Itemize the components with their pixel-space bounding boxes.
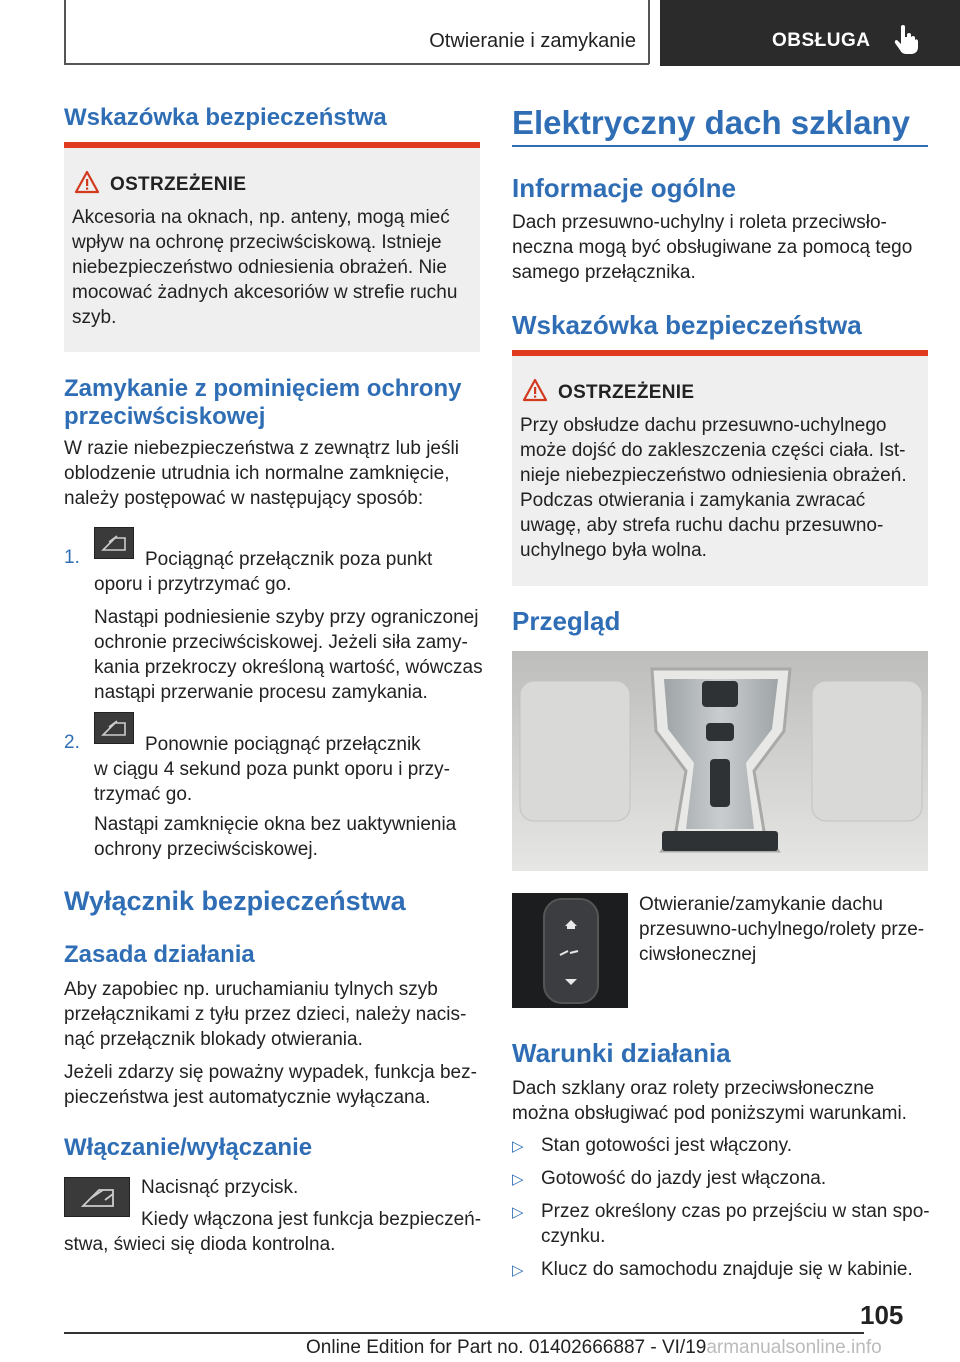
text-line: samego przełącznika. bbox=[512, 262, 696, 283]
right-safety-heading: Wskazówka bezpieczeństwa bbox=[512, 310, 862, 340]
warning-triangle-icon bbox=[522, 378, 548, 402]
warning-line: uwagę, aby strefa ruchu dachu przesuwno- bbox=[520, 515, 884, 536]
onoff-text-1: Kiedy włączona jest funkcja bezpieczeń- bbox=[141, 1209, 482, 1230]
roof-console-photo bbox=[512, 651, 928, 871]
step1-result bbox=[94, 605, 484, 705]
step2-text-cont bbox=[94, 757, 484, 807]
footer-rule bbox=[64, 1332, 864, 1334]
text-line: kania przekroczy określoną wartość, wówczas bbox=[94, 657, 483, 678]
condition-item: Klucz do samochodu znajduje się w kabinie. bbox=[541, 1259, 913, 1280]
edition-text: Online Edition for Part no. 01402666887 - VI/19 bbox=[306, 1337, 707, 1358]
text-line: czynku. bbox=[541, 1226, 606, 1247]
warning-line: może dojść do zakleszczenia części ciała. Ist- bbox=[520, 440, 906, 461]
text-line: ochronie przeciwściskowej. Jeżeli siła zamy- bbox=[94, 632, 468, 653]
child-lock-switch-icon bbox=[64, 1177, 130, 1217]
text-line: przesuwno-uchylnego/rolety prze- bbox=[639, 919, 925, 940]
header-left-rule bbox=[64, 0, 66, 64]
step2-result bbox=[94, 812, 484, 862]
warning-box-windows bbox=[64, 142, 480, 352]
edition-line bbox=[306, 1337, 882, 1359]
principle-paragraph-1 bbox=[64, 977, 480, 1052]
conditions-paragraph bbox=[512, 1076, 928, 1126]
watermark-text: armanualsonline.info bbox=[706, 1337, 882, 1358]
close-override-heading bbox=[64, 375, 461, 431]
warning-line: nieje niebezpieczeństwo odniesienia obrażeń. bbox=[520, 465, 907, 486]
principle-paragraph-2 bbox=[64, 1060, 480, 1110]
text-line: neczna mogą być obsługiwane za pomocą tego bbox=[512, 237, 913, 258]
onoff-heading: Włączanie/wyłączanie bbox=[64, 1134, 313, 1161]
page-number: 105 bbox=[860, 1300, 904, 1330]
header-chapter-tab bbox=[660, 0, 960, 66]
switch-caption bbox=[639, 892, 929, 967]
text-line: nąć przełącznik blokady otwierania. bbox=[64, 1029, 363, 1050]
warning-title: OSTRZEŻENIE bbox=[558, 382, 695, 403]
warning-line: Akcesoria na oknach, np. anteny, mogą mieć bbox=[72, 207, 450, 228]
condition-item: Gotowość do jazdy jest włączona. bbox=[541, 1168, 827, 1189]
warning-title: OSTRZEŻENIE bbox=[110, 174, 247, 195]
header-bottom-rule bbox=[64, 63, 649, 65]
step1-text-cont: oporu i przytrzymać go. bbox=[94, 574, 292, 595]
text-line: oblodzenie utrudnia ich normalne zamknięcie, bbox=[64, 463, 450, 484]
bullet-triangle-icon: ▷ bbox=[512, 1204, 524, 1221]
text-line: Jeżeli zdarzy się poważny wypadek, funkcja bez- bbox=[64, 1062, 477, 1083]
text-line: w ciągu 4 sekund poza punkt oporu i przy- bbox=[94, 759, 450, 780]
text-line: Przez określony czas po przejściu w stan spo- bbox=[541, 1201, 930, 1222]
text-line: Dach szklany oraz rolety przeciwsłoneczne bbox=[512, 1078, 875, 1099]
text-line: można obsługiwać pod poniższymi warunkami. bbox=[512, 1103, 907, 1124]
safety-switch-heading: Wyłącznik bezpieczeństwa bbox=[64, 886, 406, 916]
text-line: ochrony przeciwściskowej. bbox=[94, 839, 318, 860]
bullet-triangle-icon: ▷ bbox=[512, 1138, 524, 1155]
warning-line: niebezpieczeństwo odniesienia obrażeń. Nie bbox=[72, 257, 447, 278]
text-line: należy postępować w następujący sposób: bbox=[64, 488, 424, 509]
text-line: W razie niebezpieczeństwa z zewnątrz lub jeśli bbox=[64, 438, 459, 459]
warning-line: wpływ na ochronę przeciwściskową. Istnieje bbox=[72, 232, 442, 253]
step-number: 1. bbox=[64, 547, 80, 568]
warning-line: Podczas otwierania i zamykania zwracać bbox=[520, 490, 866, 511]
condition-item: Stan gotowości jest włączony. bbox=[541, 1135, 792, 1156]
text-line: przełącznikami z tyłu przez dzieci, należy nacis- bbox=[64, 1004, 467, 1025]
step1-text: Pociągnąć przełącznik poza punkt bbox=[145, 549, 433, 570]
roof-switch-photo bbox=[512, 893, 628, 1008]
text-line: trzymać go. bbox=[94, 784, 193, 805]
text-line: ciwsłonecznej bbox=[639, 944, 757, 965]
window-switch-icon bbox=[94, 712, 134, 744]
text-line: Dach przesuwno-uchylny i roleta przeciwsło- bbox=[512, 212, 887, 233]
warning-line: uchylnego była wolna. bbox=[520, 540, 707, 561]
text-line: Nastąpi zamknięcie okna bez uaktywnienia bbox=[94, 814, 457, 835]
bullet-triangle-icon: ▷ bbox=[512, 1171, 524, 1188]
heading-line: przeciwściskowej bbox=[64, 403, 266, 430]
header-divider bbox=[648, 0, 650, 64]
general-info-heading: Informacje ogólne bbox=[512, 173, 736, 203]
general-paragraph bbox=[512, 210, 928, 285]
header-section-title: Otwieranie i zamykanie bbox=[429, 30, 636, 52]
text-line: Nastąpi podniesienie szyby przy ograniczonej bbox=[94, 607, 479, 628]
chapter-label: OBSŁUGA bbox=[772, 30, 871, 51]
principle-heading: Zasada działania bbox=[64, 941, 255, 968]
left-safety-heading: Wskazówka bezpieczeństwa bbox=[64, 104, 387, 131]
warning-box-roof bbox=[512, 350, 928, 586]
text-line: nastąpi przerwanie procesu zamykania. bbox=[94, 682, 428, 703]
warning-text bbox=[72, 205, 477, 330]
conditions-heading: Warunki działania bbox=[512, 1038, 731, 1068]
warning-line: mocować żadnych akcesoriów w strefie ruchu bbox=[72, 282, 458, 303]
step2-text: Ponownie pociągnąć przełącznik bbox=[145, 734, 421, 755]
warning-triangle-icon bbox=[74, 170, 100, 194]
hand-pointer-icon bbox=[894, 24, 920, 54]
heading-line: Zamykanie z pominięciem ochrony bbox=[64, 375, 462, 402]
warning-line: szyb. bbox=[72, 307, 117, 328]
step-number: 2. bbox=[64, 732, 80, 753]
close-intro-paragraph bbox=[64, 436, 480, 511]
warning-line: Przy obsłudze dachu przesuwno-uchylnego bbox=[520, 415, 887, 436]
onoff-text-2: stwa, świeci się dioda kontrolna. bbox=[64, 1234, 336, 1255]
heading-rule bbox=[512, 145, 928, 147]
text-line: pieczeństwa jest automatycznie wyłączana. bbox=[64, 1087, 431, 1108]
text-line: Aby zapobiec np. uruchamianiu tylnych szyb bbox=[64, 979, 438, 1000]
condition-item bbox=[541, 1199, 931, 1249]
onoff-step: Nacisnąć przycisk. bbox=[141, 1177, 299, 1198]
overview-heading: Przegląd bbox=[512, 606, 621, 636]
text-line: Otwieranie/zamykanie dachu bbox=[639, 894, 883, 915]
bullet-triangle-icon: ▷ bbox=[512, 1262, 524, 1279]
glass-roof-heading: Elektryczny dach szklany bbox=[512, 104, 911, 141]
warning-text bbox=[520, 413, 925, 563]
window-switch-icon bbox=[94, 527, 134, 559]
